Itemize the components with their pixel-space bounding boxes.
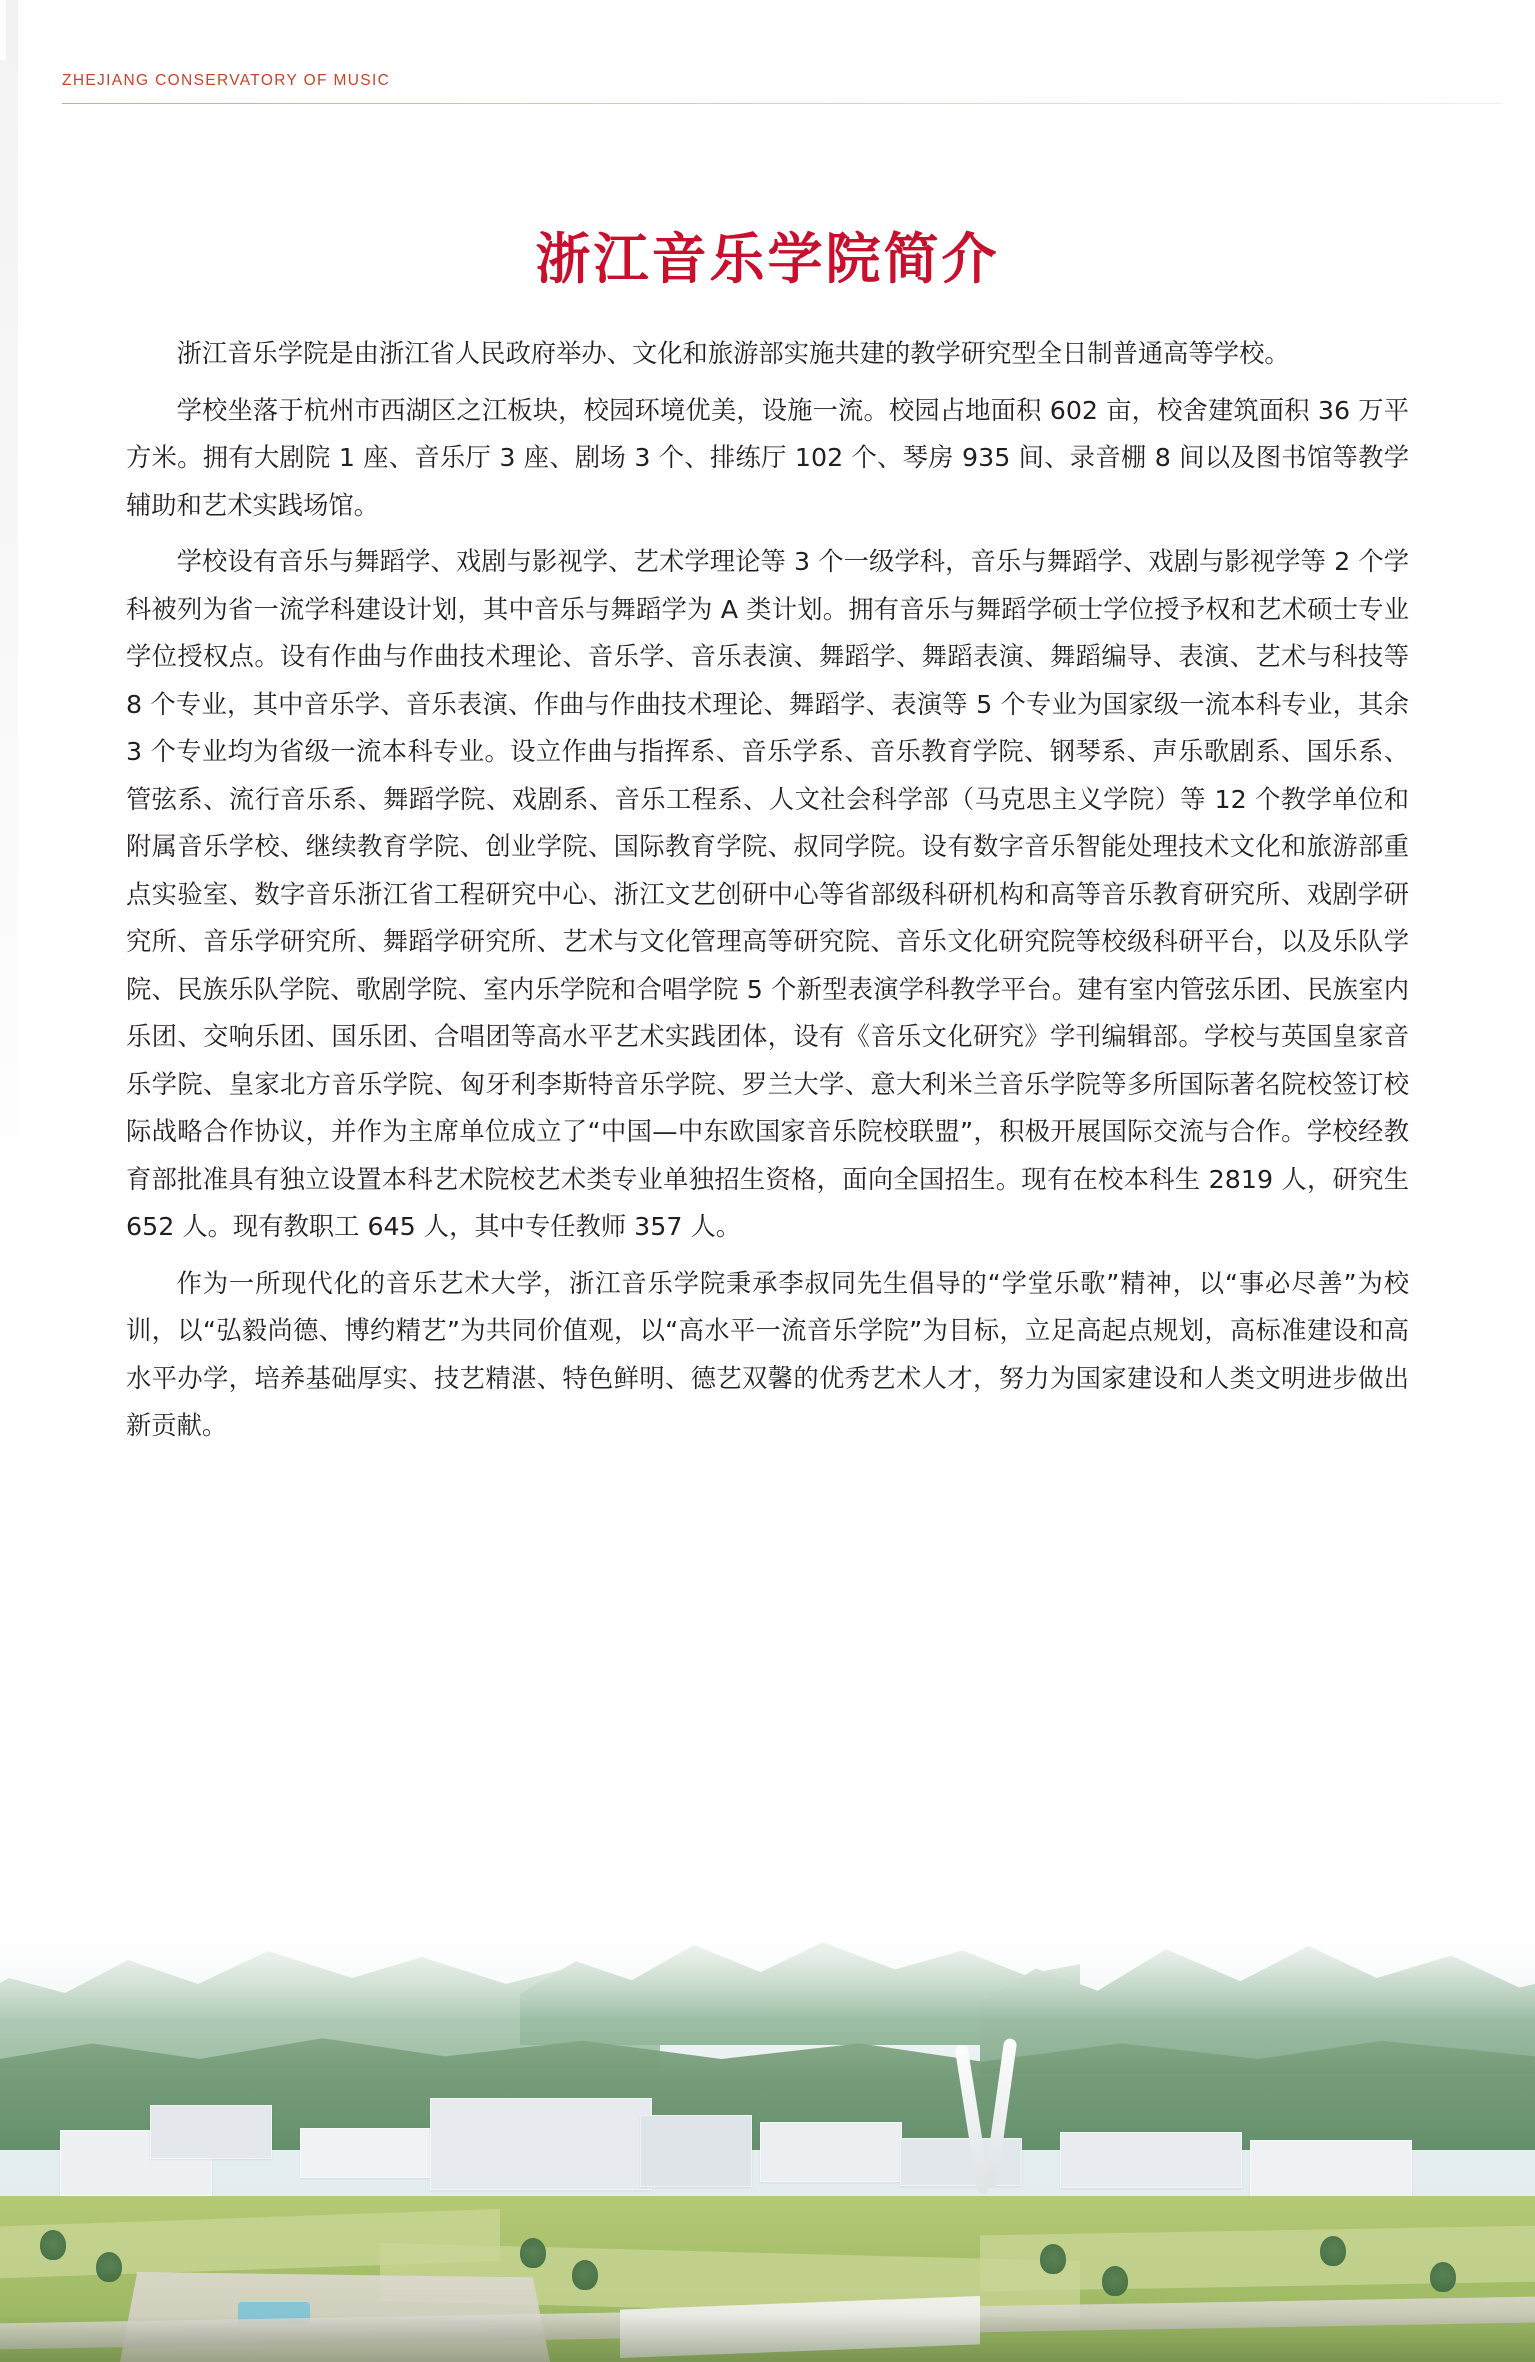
monument-arm — [984, 2038, 1018, 2188]
campus-building — [760, 2122, 902, 2182]
running-header-label: ZHEJIANG CONSERVATORY OF MUSIC — [62, 72, 391, 89]
paragraph: 作为一所现代化的音乐艺术大学，浙江音乐学院秉承李叔同先生倡导的“学堂乐歌”精神，以“事必尽善”为校训，以“弘毅尚德、博约精艺”为共同价值观，以“高水平一流音乐学院”为目标，立足高起点规划，高标准建设和高水平办学，培养基础厚实、技艺精湛、特色鲜明、德艺双馨的优秀艺术人才，努力为国家建设和人类文明进步做出新贡献。 — [126, 1268, 1409, 1440]
page-title: 浙江音乐学院简介 — [535, 226, 1000, 291]
tree — [96, 2252, 122, 2282]
header-divider — [62, 103, 1502, 104]
campus-building — [640, 2115, 752, 2187]
photo-bottom-shadow — [0, 2314, 1535, 2362]
tree — [1320, 2236, 1346, 2266]
tree — [520, 2238, 546, 2268]
tree — [572, 2260, 598, 2290]
tree — [40, 2230, 66, 2260]
campus-building — [430, 2098, 652, 2190]
campus-monument — [958, 2038, 1018, 2198]
campus-building — [150, 2105, 272, 2159]
tree — [1430, 2262, 1456, 2292]
paragraph: 浙江音乐学院是由浙江省人民政府举办、文化和旅游部实施共建的教学研究型全日制普通高等学校。 — [176, 339, 1290, 368]
running-header — [62, 72, 1535, 90]
paragraph: 学校坐落于杭州市西湖区之江板块，校园环境优美，设施一流。校园占地面积 602 亩，校舍建筑面积 36 万平方米。拥有大剧院 1 座、音乐厅 3 座、剧场 3 个、排练厅 102 个、琴房 935 间、录音棚 8 间以及图书馆等教学辅助和艺术实践场馆。 — [126, 395, 1409, 520]
campus-aerial-photo — [0, 1900, 1535, 2362]
page-edge-accent — [0, 0, 6, 60]
campus-building — [1250, 2140, 1412, 2202]
body-copy — [126, 330, 1409, 1450]
tree — [1040, 2244, 1066, 2274]
campus-building — [1060, 2132, 1242, 2188]
paragraph: 学校设有音乐与舞蹈学、戏剧与影视学、艺术学理论等 3 个一级学科，音乐与舞蹈学、戏剧与影视学等 2 个学科被列为省一流学科建设计划，其中音乐与舞蹈学为 A 类计划。拥有音乐与舞蹈学硕士学位授予权和艺术硕士专业学位授权点。设有作曲与作曲技术理论、音乐学、音乐表演、舞蹈学、舞蹈表演、舞蹈编导、表演、艺术与科技等 8 个专业，其中音乐学、音乐表演、作曲与作曲技术理论、舞蹈学、表演等 5 个专业为国家级一流本科专业，其余 3 个专业均为省级一流本科专业。设立作曲与指挥系、音乐学系、音乐教育学院、钢琴系、声乐歌剧系、国乐系、管弦系、流行音乐系、舞蹈学院、戏剧系、音乐工程系、人文社会科学部（马克思主义学院）等 12 个教学单位和附属音乐学校、继续教育学院、创业学院、国际教育学院、叔同学院。设有数字音乐智能处理技术文化和旅游部重点实验室、数字音乐浙江省工程研究中心、浙江文艺创研中心等省部级科研机构和高等音乐教育研究所、戏剧学研究所、音乐学研究所、舞蹈学研究所、艺术与文化管理高等研究院、音乐文化研究院等校级科研平台，以及乐队学院、民族乐队学院、歌剧学院、室内乐学院和合唱学院 5 个新型表演学科教学平台。建有室内管弦乐团、民族室内乐团、交响乐团、国乐团、合唱团等高水平艺术实践团体，设有《音乐文化研究》学刊编辑部。学校与英国皇家音乐学院、皇家北方音乐学院、匈牙利李斯特音乐学院、罗兰大学、意大利米兰音乐学院等多所国际著名院校签订校际战略合作协议，并作为主席单位成立了“中国—中东欧国家音乐院校联盟”，积极开展国际交流与合作。学校经教育部批准具有独立设置本科艺术院校艺术类专业单独招生资格，面向全国招生。现有在校本科生 2819 人，研究生 652 人。现有教职工 645 人，其中专任教师 357 人。 — [126, 547, 1409, 1241]
tree — [1102, 2266, 1128, 2296]
photo-top-haze — [0, 1900, 1535, 2020]
